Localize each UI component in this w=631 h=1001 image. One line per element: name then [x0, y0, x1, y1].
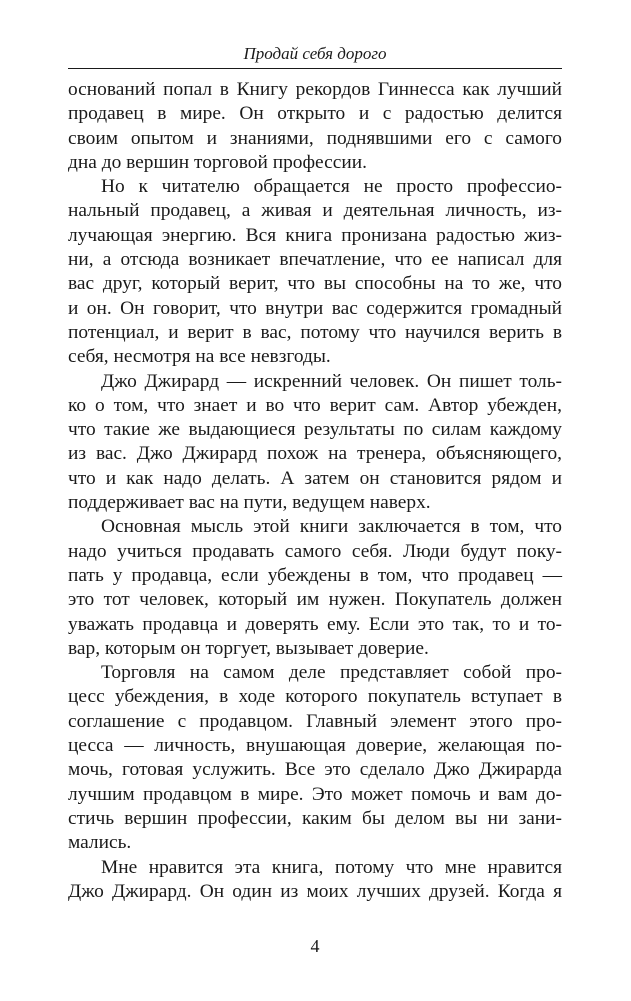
running-head-title: Продай себя дорого [243, 44, 387, 63]
text-line: из вас. Джо Джирард похож на тренера, объясняющего, [68, 443, 562, 465]
body-text [68, 78, 562, 904]
page-number: 4 [310, 936, 320, 956]
text-line: уважать продавца и доверять ему. Если это так, то и то- [68, 613, 562, 635]
text-line: своим опытом и знаниями, поднявшими его с самого [68, 127, 562, 149]
header-rule [68, 68, 562, 69]
text-line: стичь вершин профессии, каким бы делом вы ни зани- [68, 807, 562, 829]
text-line: лучающая энергию. Вся книга пронизана радостью жиз- [68, 224, 562, 246]
text-line: что и как надо делать. А затем он становится рядом и [68, 467, 562, 489]
text-line: цесс убеждения, в ходе которого покупатель вступает в [68, 686, 562, 708]
text-line: это тот человек, который им нужен. Покупатель должен [68, 589, 562, 611]
text-line: Джо Джирард. Он один из моих лучших друзей. Когда я [68, 880, 562, 902]
text-line: Торговля на самом деле представляет собой про- [101, 662, 562, 684]
text-line: Но к читателю обращается не просто профессио- [101, 176, 562, 198]
text-line: нальный продавец, а живая и деятельная личность, из- [68, 200, 562, 222]
text-line: вас друг, который верит, что вы способны на то же, что [68, 273, 562, 295]
text-line: себя, несмотря на все невзгоды. [68, 346, 331, 368]
text-line: Основная мысль этой книги заключается в том, что [101, 516, 562, 538]
text-line: потенциал, и верит в вас, потому что научился верить в [68, 321, 562, 343]
text-line: продавец в мире. Он открыто и с радостью делится [68, 103, 562, 125]
text-line: пать у продавца, если убеждены в том, что продавец — [68, 564, 562, 586]
text-line: ко о том, что знает и во что верит сам. Автор убежден, [68, 394, 562, 416]
text-line: Мне нравится эта книга, потому что мне нравится [101, 856, 562, 878]
text-line: вар, которым он торгует, вызывает доверие. [68, 637, 429, 659]
text-line: цесса — личность, внушающая доверие, желающая по- [68, 735, 562, 757]
text-line: поддерживает вас на пути, ведущем наверх. [68, 492, 431, 514]
text-line: соглашение с продавцом. Главный элемент этого про- [68, 710, 562, 732]
text-line: ни, а отсюда возникает впечатление, что ее написал для [68, 249, 562, 271]
text-line: дна до вершин торговой профессии. [68, 151, 367, 173]
text-line: Джо Джирард — искренний человек. Он пишет толь- [101, 370, 562, 392]
text-line: лучшим продавцом в мире. Это может помочь и вам до- [68, 783, 562, 805]
text-line: мочь, готовая услужить. Все это сделало Джо Джирарда [68, 759, 562, 781]
text-line: и он. Он говорит, что внутри вас содержится громадный [68, 297, 562, 319]
text-line: мались. [68, 832, 132, 854]
text-line: что такие же выдающиеся результаты по силам каждому [68, 419, 562, 441]
text-line: оснований попал в Книгу рекордов Гиннесса как лучший [68, 79, 562, 100]
text-line: надо учиться продавать самого себя. Люди будут поку- [68, 540, 562, 562]
